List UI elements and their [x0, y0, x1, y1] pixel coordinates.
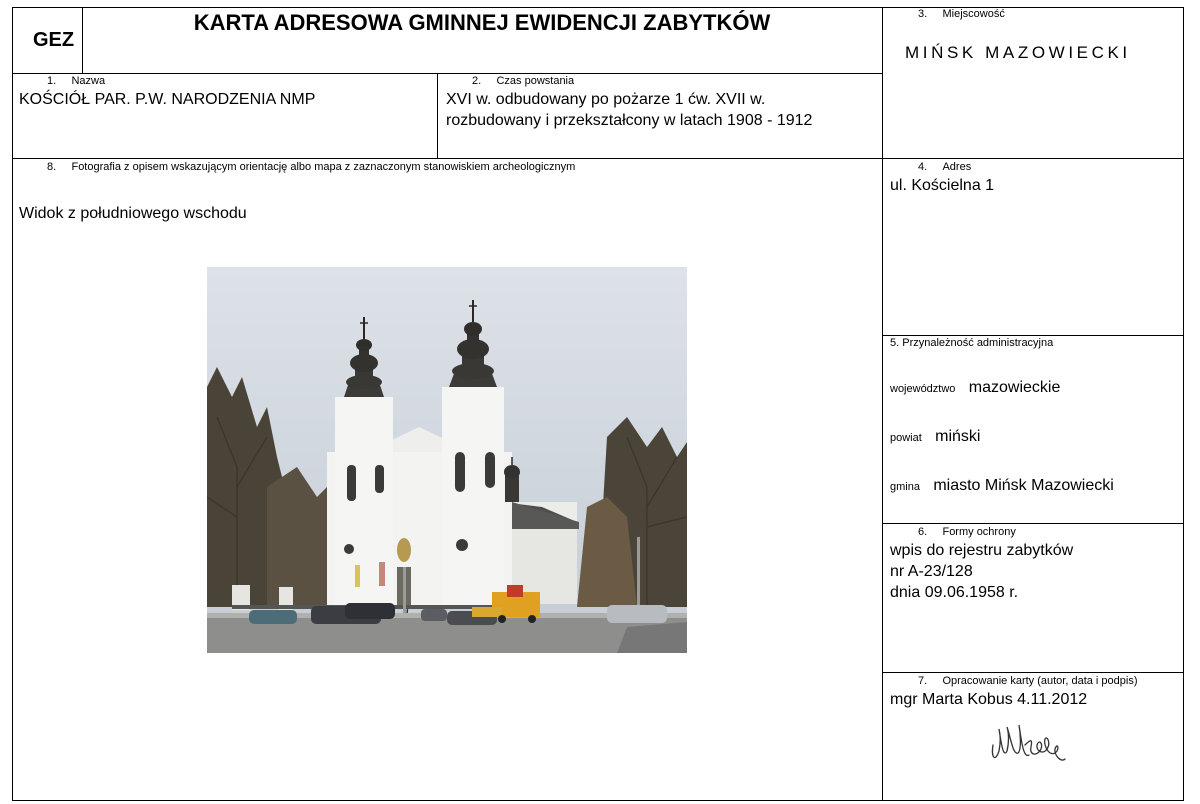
field7-number: 7.	[918, 675, 928, 687]
divider-address	[882, 335, 1184, 336]
divider-header	[12, 73, 883, 74]
border-top	[12, 7, 1184, 8]
divider-right-column	[882, 7, 883, 801]
field2-label-text: Czas powstania	[496, 75, 575, 87]
field8-label	[47, 161, 575, 174]
field6-label	[918, 526, 1016, 539]
commune-label: gmina	[890, 481, 920, 493]
border-left	[12, 7, 13, 801]
field3-number: 3.	[918, 8, 928, 20]
field1-label	[47, 75, 105, 88]
photo-caption: Widok z południowego wschodu	[19, 205, 247, 222]
name-value: KOŚCIÓŁ PAR. P.W. NARODZENIA NMP	[19, 91, 316, 108]
protection-line1: wpis do rejestru zabytków	[890, 542, 1074, 559]
signature	[985, 715, 1075, 770]
field8-label-text: Fotografia z opisem wskazującym orientację albo mapa z zaznaczonym stanowiskiem archeologicznym	[71, 161, 576, 173]
commune-value: miasto Mińsk Mazowiecki	[933, 477, 1114, 494]
church-photo	[207, 267, 687, 653]
protection-line2: nr A-23/128	[890, 563, 973, 580]
divider-protection	[882, 672, 1184, 673]
field3-label	[918, 8, 1005, 21]
field2-label	[472, 75, 574, 88]
field4-number: 4.	[918, 161, 928, 173]
card-code: GEZ	[33, 29, 75, 51]
divider-row2	[12, 158, 1184, 159]
field6-label-text: Formy ochrony	[942, 526, 1016, 538]
field4-label-text: Adres	[942, 161, 972, 173]
commune-row	[890, 477, 1114, 495]
county-label: powiat	[890, 432, 922, 444]
protection-line3: dnia 09.06.1958 r.	[890, 584, 1019, 601]
divider-admin	[882, 523, 1184, 524]
field6-number: 6.	[918, 526, 928, 538]
address-value: ul. Kościelna 1	[890, 177, 995, 194]
field2-number: 2.	[472, 75, 482, 87]
voivodeship-value: mazowieckie	[968, 379, 1061, 396]
voivodeship-label: województwo	[890, 383, 956, 395]
field1-number: 1.	[47, 75, 57, 87]
field8-number: 8.	[47, 161, 57, 173]
border-bottom	[12, 800, 1184, 801]
county-row	[890, 428, 980, 446]
author-value: mgr Marta Kobus 4.11.2012	[890, 691, 1088, 708]
field7-label	[918, 675, 1138, 688]
page-title: KARTA ADRESOWA GMINNEJ EWIDENCJI ZABYTKÓW	[193, 10, 771, 35]
field4-label	[918, 161, 971, 174]
divider-name-date	[437, 73, 438, 159]
date-value-line2: rozbudowany i przekształcony w latach 1908 - 1912	[446, 112, 813, 129]
voivodeship-row	[890, 379, 1060, 397]
locality-value: MIŃSK MAZOWIECKI	[905, 43, 1131, 62]
field1-label-text: Nazwa	[71, 75, 106, 87]
county-value: miński	[935, 428, 981, 445]
field5-label: 5. Przynależność administracyjna	[890, 337, 1054, 349]
field3-label-text: Miejscowość	[942, 8, 1005, 20]
date-value-line1: XVI w. odbudowany po pożarze 1 ćw. XVII w.	[446, 91, 766, 108]
border-right	[1183, 7, 1184, 801]
field7-label-text: Opracowanie karty (autor, data i podpis)	[942, 675, 1138, 687]
